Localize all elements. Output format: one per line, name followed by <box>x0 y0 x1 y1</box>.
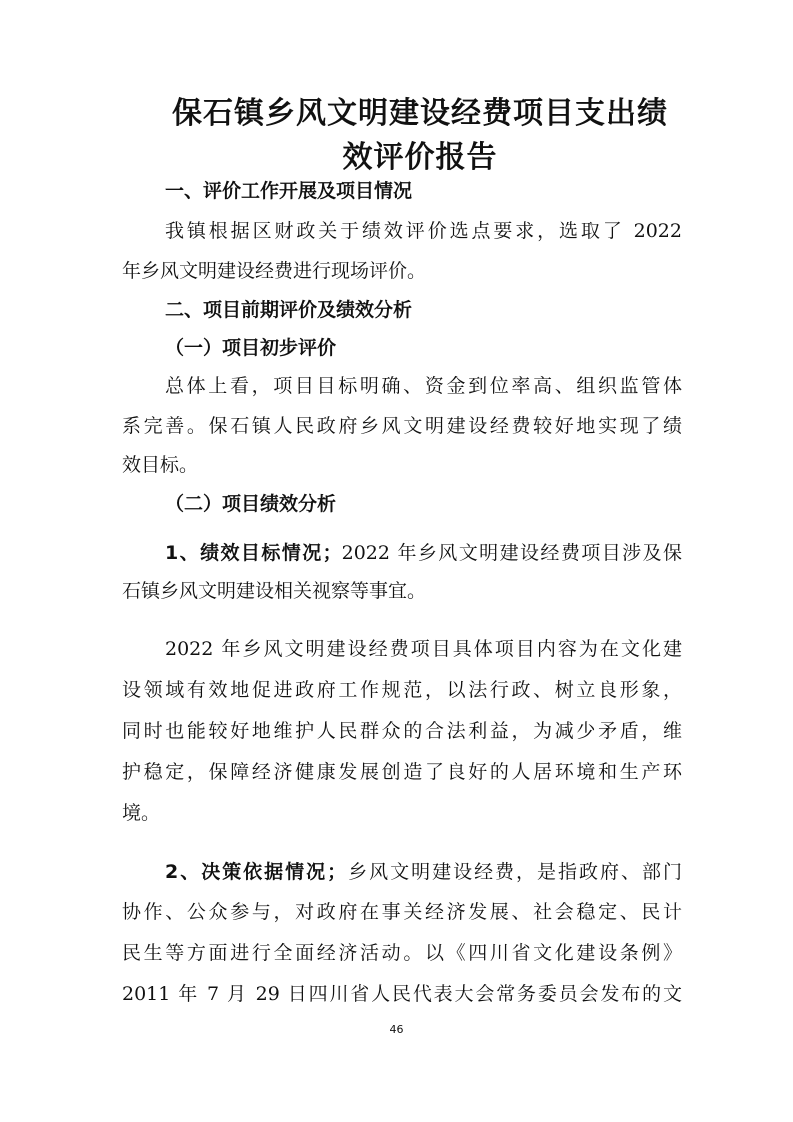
para-2-line-2: 设领域有效地促进政府工作规范，以法行政、树立良形象， <box>122 679 682 701</box>
section-1-heading: 一、评价工作开展及项目情况 <box>165 180 413 202</box>
subsection-2-heading: （二）项目绩效分析 <box>165 493 337 515</box>
item-1-line-1-text: 2022 年乡风文明建设经费项目涉及保 <box>341 542 682 564</box>
para-2-line-5: 境。 <box>122 802 161 824</box>
subsection-1-line-2: 系完善。保石镇人民政府乡风文明建设经费较好地实现了绩 <box>122 415 682 437</box>
subsection-1-line-1: 总体上看，项目目标明确、资金到位率高、组织监管体 <box>165 375 682 397</box>
para-2-line-3: 同时也能较好地维护人民群众的合法利益，为减少矛盾，维 <box>122 720 682 742</box>
item-2-line-1-text: 乡风文明建设经费，是指政府、部门 <box>346 861 682 883</box>
item-2-label: 2、决策依据情况； <box>165 861 347 883</box>
item-2-line-2: 协作、公众参与，对政府在事关经济发展、社会稳定、民计 <box>122 901 682 923</box>
item-1-label: 1、绩效目标情况； <box>165 542 342 564</box>
document-title <box>150 92 690 180</box>
item-2-line-4: 2011 年 7 月 29 日四川省人民代表大会常务委员会发布的文 <box>122 983 682 1005</box>
page-number: 46 <box>389 1023 404 1036</box>
item-2-line-1 <box>165 859 682 885</box>
section-1-para-line-1: 我镇根据区财政关于绩效评价选点要求，选取了 2022 <box>165 220 682 242</box>
subsection-1-heading: （一）项目初步评价 <box>165 337 337 359</box>
title-line-1: 保石镇乡风文明建设经费项目支出绩 <box>172 96 668 131</box>
section-2-heading: 二、项目前期评价及绩效分析 <box>165 299 413 321</box>
section-1-para-line-2: 年乡风文明建设经费进行现场评价。 <box>122 260 427 282</box>
title-line-2: 效评价报告 <box>342 140 498 175</box>
item-2-line-3: 民生等方面进行全面经济活动。以《四川省文化建设条例》 <box>122 942 682 964</box>
item-1-line-2: 石镇乡风文明建设相关视察等事宜。 <box>122 580 427 602</box>
subsection-1-line-3: 效目标。 <box>122 454 199 476</box>
para-2-line-4: 护稳定，保障经济健康发展创造了良好的人居环境和生产环 <box>122 761 682 783</box>
para-2-line-1: 2022 年乡风文明建设经费项目具体项目内容为在文化建 <box>165 638 682 660</box>
item-1-line-1 <box>165 540 682 566</box>
